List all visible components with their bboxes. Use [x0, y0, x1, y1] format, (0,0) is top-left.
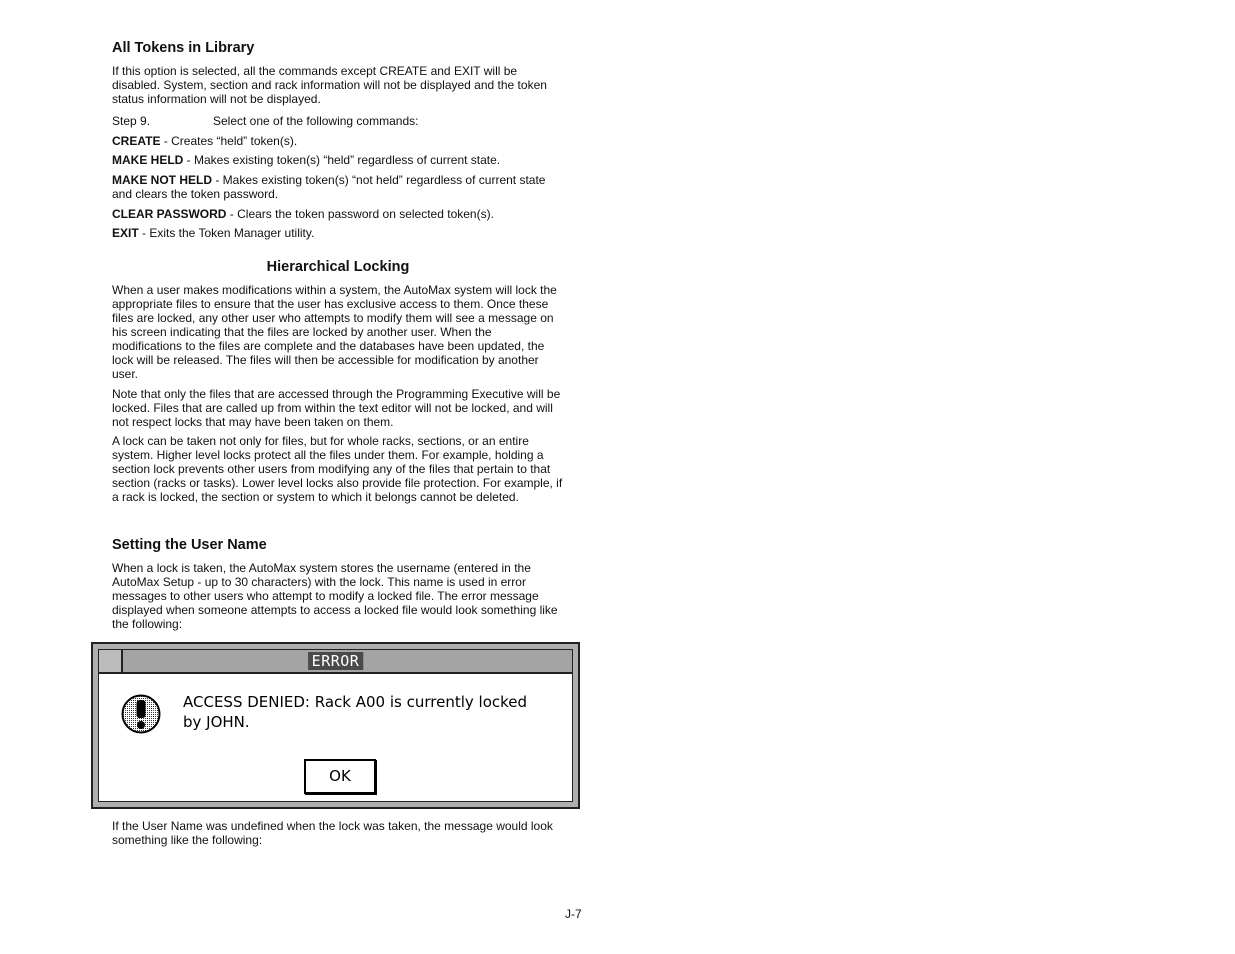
heading-user-name: Setting the User Name [112, 537, 267, 553]
command-make-not-held [112, 173, 564, 201]
command-make-held [112, 153, 500, 167]
command-exit [112, 226, 314, 240]
dialog-message [183, 692, 568, 732]
command-clear-password [112, 207, 494, 221]
command-desc: - Makes existing token(s) “held” regardless of current state. [183, 153, 501, 167]
command-name: CREATE [112, 134, 161, 148]
dialog-titlebar[interactable] [99, 650, 572, 674]
ok-button[interactable]: OK [304, 759, 376, 794]
heading-all-tokens: All Tokens in Library [112, 40, 255, 56]
dialog-client-area [98, 649, 573, 802]
step-label: Step 9. [112, 114, 151, 128]
locking-paragraph-1: When a user makes modifications within a system, the AutoMax system will lock the appropriate files to ensure that the user has exclusive access to them. Once these files are locked, any other user who attempts to modify them will see a message on his screen indicating that the files are locked by another user. When the modifications to the files are complete and the databases have been updated, the lock will be released. The files will then be accessible for modification by another user. [112, 283, 557, 381]
system-menu-icon[interactable] [99, 650, 123, 672]
dialog-message-line-1: ACCESS DENIED: Rack A00 is currently locked [183, 693, 528, 711]
locking-paragraph-3: A lock can be taken not only for files, but for whole racks, sections, or an entire system. Higher level locks protect all the files under them. For example, holding a section lock prevents other users from modifying any of the files that pertain to that section (racks or tasks). Lower level locks also provide file protection. For example, if a rack is locked, the section or system to which it belongs cannot be deleted. [112, 434, 563, 504]
user-name-body: When a lock is taken, the AutoMax system stores the username (entered in the AutoMax Setup - up to 30 characters) with the lock. This name is used in error messages to other users who attempt to modify a locked file. The error message displayed when someone attempts to access a locked file would look something like the following: [112, 561, 558, 631]
command-desc: - Creates “held” token(s). [160, 134, 298, 148]
command-name: MAKE NOT HELD [112, 173, 212, 187]
dialog-title: ERROR [308, 652, 364, 670]
exclamation-icon [121, 694, 161, 734]
heading-hierarchical-locking: Hierarchical Locking [266, 259, 410, 275]
command-desc: - Makes existing token(s) “not held” regardless of current state and clears the token password. [112, 173, 546, 201]
after-dialog-text: If the User Name was undefined when the lock was taken, the message would look something like the following: [112, 819, 553, 847]
all-tokens-body: If this option is selected, all the commands except CREATE and EXIT will be disabled. System, section and rack information will not be displayed and the token status information will not be displayed. [112, 64, 547, 106]
step-text: Select one of the following commands: [213, 114, 419, 128]
command-create [112, 134, 297, 148]
command-name: MAKE HELD [112, 153, 184, 167]
locking-paragraph-2: Note that only the files that are accessed through the Programming Executive will be locked. Files that are called up from within the text editor will not be locked, and will not respect locks that may have been taken on them. [112, 387, 561, 429]
command-name: CLEAR PASSWORD [112, 207, 227, 221]
command-desc: - Clears the token password on selected token(s). [226, 207, 494, 221]
error-dialog [91, 642, 580, 809]
step-line [112, 114, 418, 128]
command-desc: - Exits the Token Manager utility. [138, 226, 315, 240]
page-number: J-7 [565, 907, 582, 921]
command-name: EXIT [112, 226, 139, 240]
dialog-message-line-2: by JOHN. [183, 713, 250, 731]
